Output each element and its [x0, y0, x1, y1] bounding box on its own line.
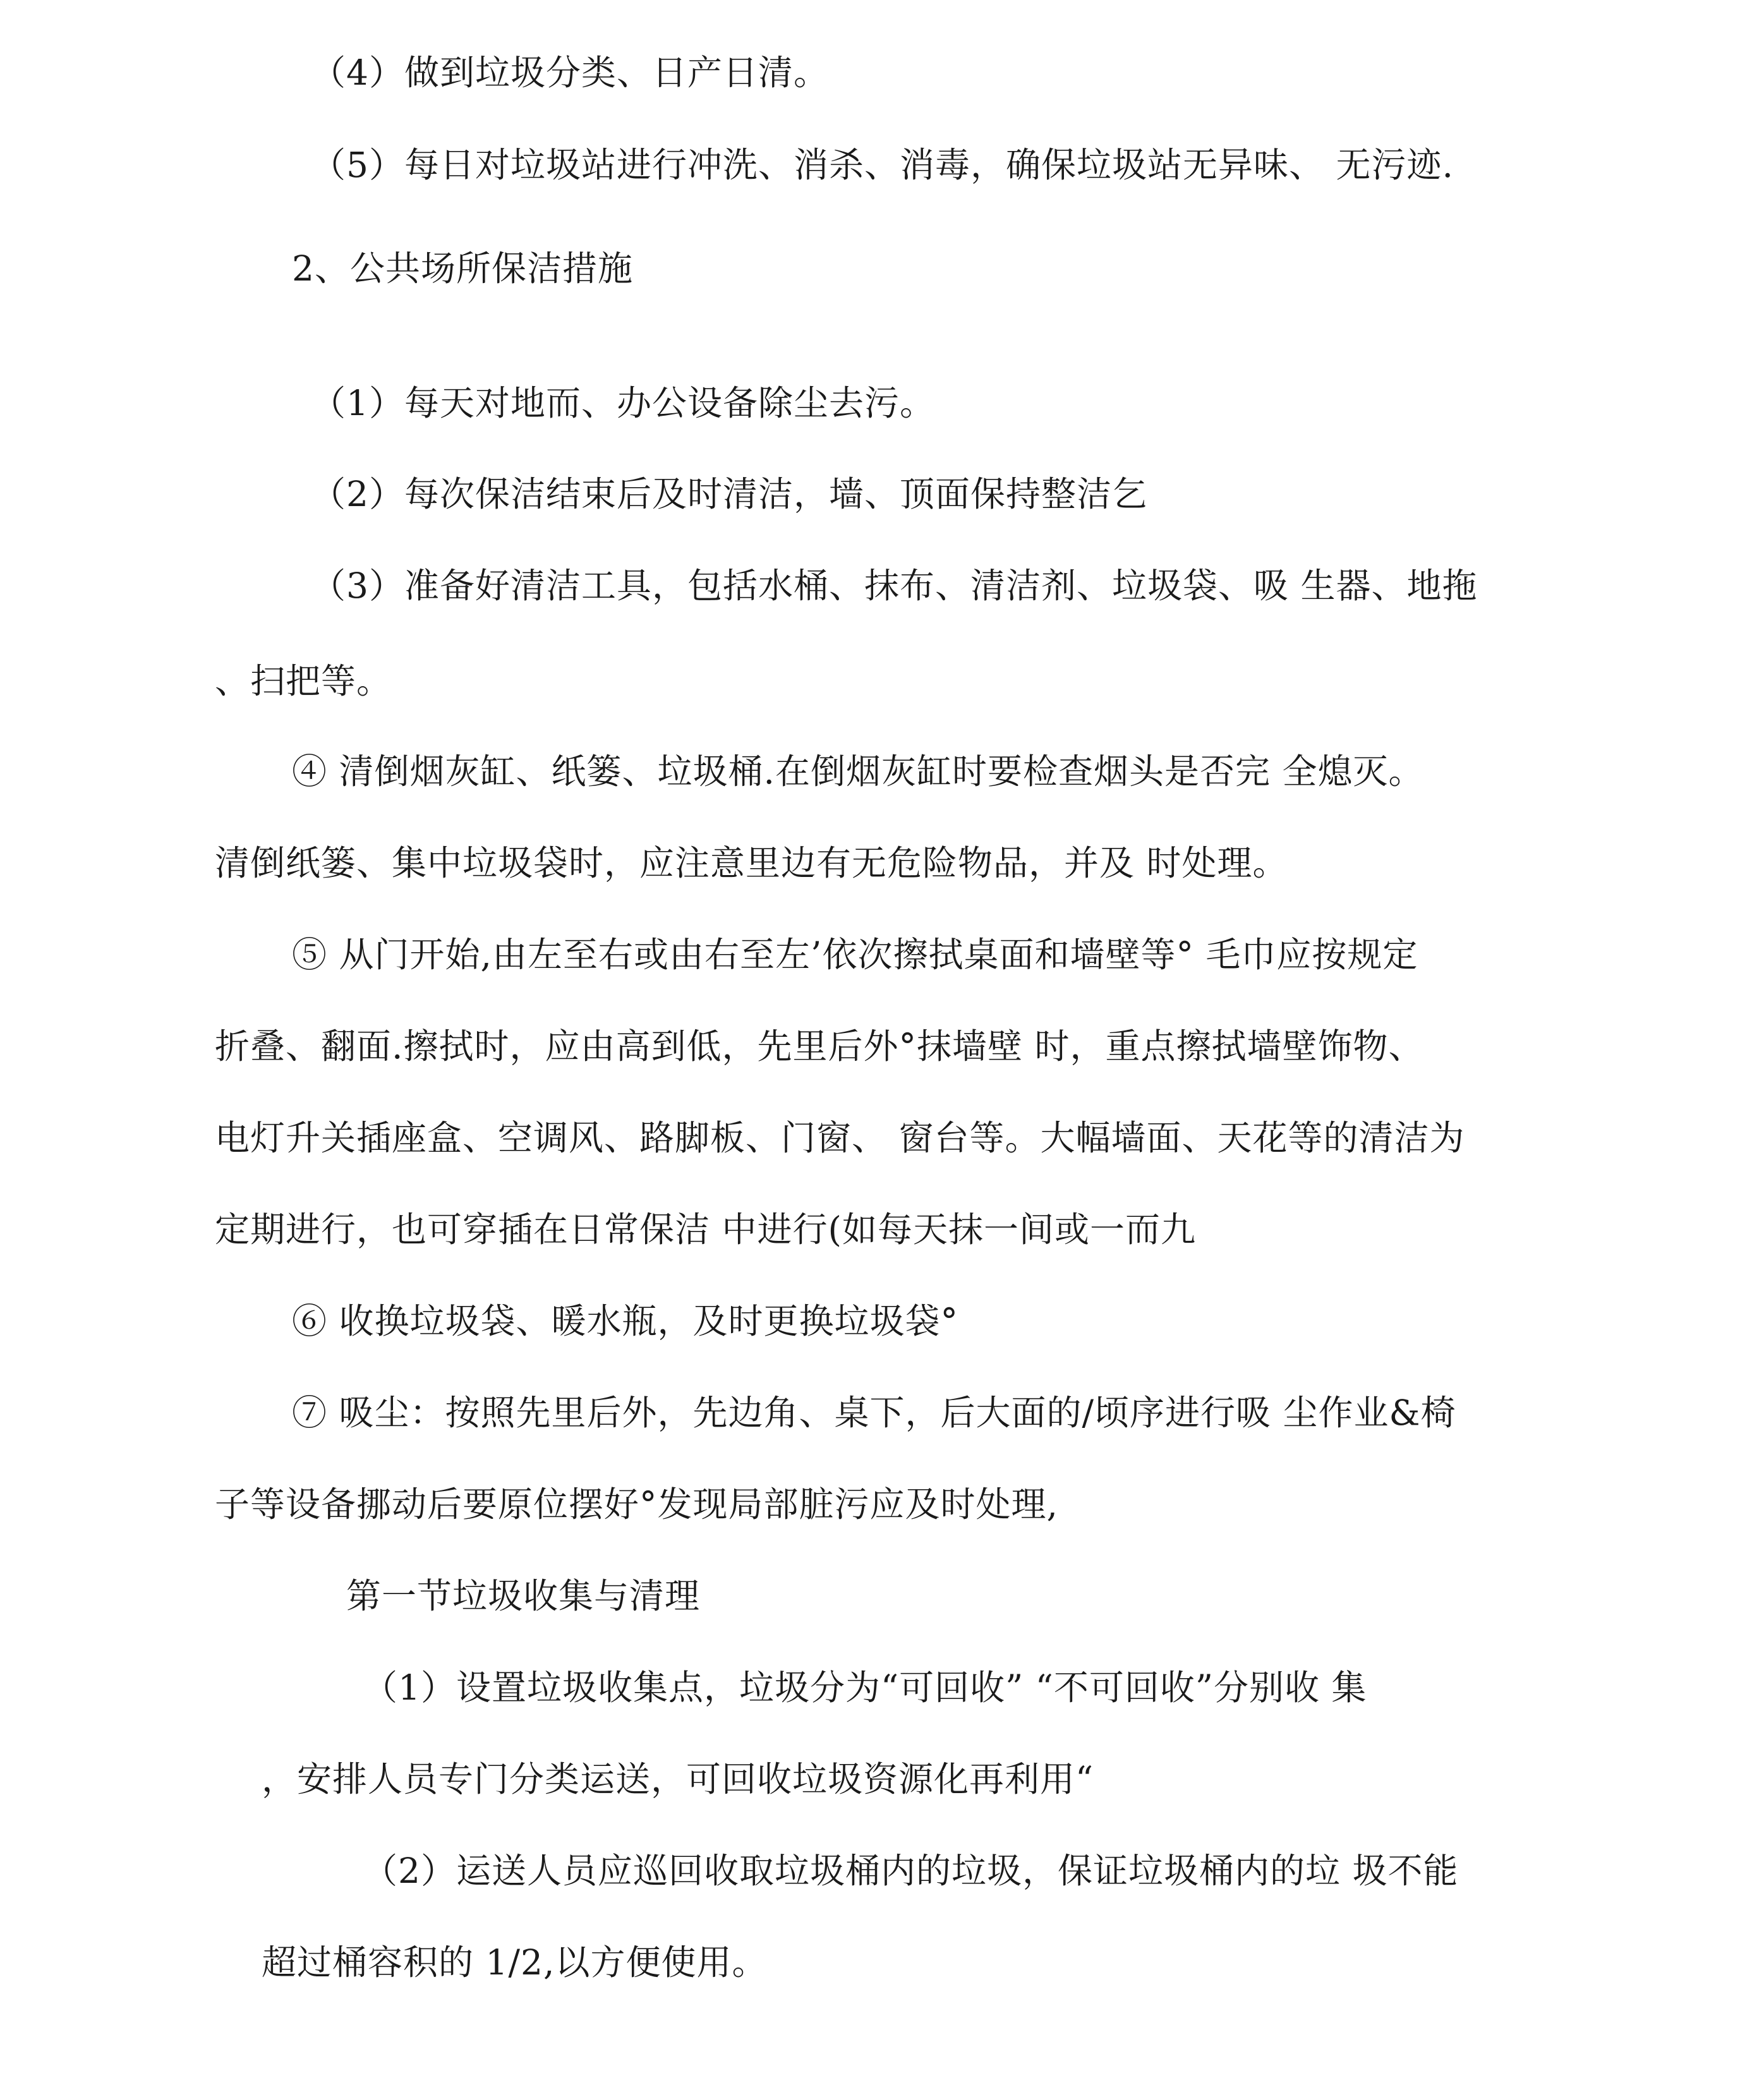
- text-line: （1）每天对地而、办公设备除尘去污。: [311, 383, 935, 423]
- text-line: （3）准备好清洁工具，包括水桶、抹布、清洁剂、垃圾袋、吸 生器、地拖: [311, 565, 1478, 606]
- text-line: 子等设备挪动后要原位摆好°发现局部脏污应及时处理,: [215, 1484, 1058, 1525]
- text-line: （2）运送人员应巡回收取垃圾桶内的垃圾，保证垃圾桶内的垃 圾不能: [363, 1851, 1459, 1891]
- section-heading: 2、公共场所保洁措施: [292, 248, 633, 289]
- text-line: 、扫把等。: [215, 661, 392, 701]
- text-line: 超过桶容积的 1/2,以方便使用。: [262, 1942, 768, 1983]
- text-line: ④ 清倒烟灰缸、纸篓、垃圾桶.在倒烟灰缸时要检查烟头是否完 全熄灭。: [292, 751, 1424, 792]
- text-line: ⑦ 吸尘：按照先里后外，先边角、桌下，后大面的/顷序进行吸 尘作业&椅: [292, 1393, 1456, 1433]
- section-heading: 第一节垃圾收集与清理: [346, 1576, 701, 1616]
- text-line: ，安排人员专门分类运送，可回收垃圾资源化再利用“: [262, 1759, 1094, 1799]
- text-line: ⑤ 从门开始,由左至右或由右至左’依次擦拭桌面和墙壁等° 毛巾应按规定: [292, 934, 1418, 975]
- text-line: 折叠、翻面.擦拭时，应由高到低，先里后外°抹墙壁 时，重点擦拭墙壁饰物、: [215, 1026, 1424, 1067]
- text-line: 电灯升关插座盒、空调风、路脚板、门窗、 窗台等。大幅墙面、天花等的清洁为: [215, 1118, 1465, 1158]
- text-line: （1）设置垃圾收集点，垃圾分为“可回收” “不可回收”分别收 集: [363, 1667, 1367, 1708]
- text-line: （2）每次保洁结束后及时清洁，墙、顶面保持整洁乞: [311, 474, 1147, 514]
- text-line: 定期进行，也可穿插在日常保洁 中进行(如每天抹一间或一而九: [215, 1209, 1196, 1250]
- text-line: ⑥ 收换垃圾袋、暖水瓶，及时更换垃圾袋°: [292, 1301, 958, 1341]
- text-line: （4）做到垃圾分类、日产日清。: [311, 52, 829, 93]
- text-line: 清倒纸篓、集中垃圾袋时，应注意里边有无危险物品，并及 时处理。: [215, 843, 1288, 883]
- text-line: （5）每日对垃圾站进行冲洗、消杀、消毒，确保垃圾站无异味、 无污迹.: [311, 145, 1454, 185]
